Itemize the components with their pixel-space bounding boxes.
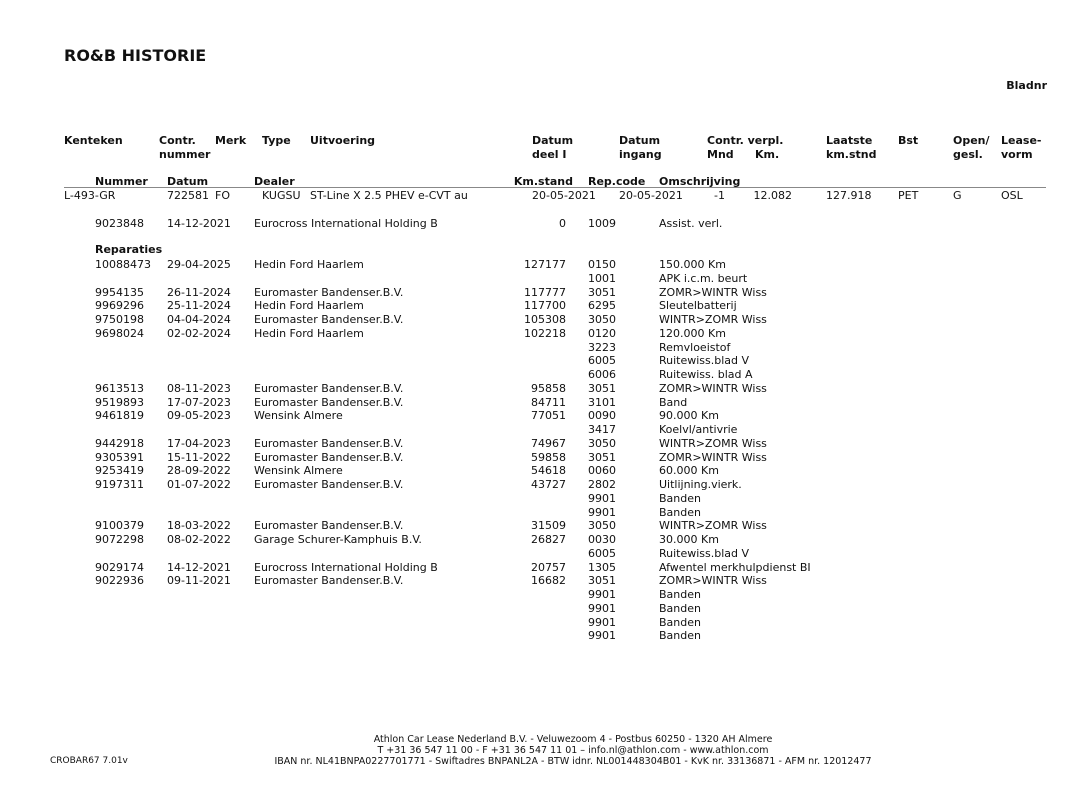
repair-omschrijving: 60.000 Km [659, 464, 719, 478]
header-datum-deel-line1: Datum [532, 134, 574, 147]
footer-line1: Athlon Car Lease Nederland B.V. - Veluwezoom 4 - Postbus 60250 - 1320 AH Almere [373, 734, 773, 745]
repair-code: 6005 [588, 546, 616, 560]
header-laatste-line1: Laatste [826, 134, 873, 147]
header-bst: Bst [898, 134, 919, 147]
footer-line3: IBAN nr. NL41BNPA0227701771 - Swiftadres BNPANL2A - BTW idnr. NL001448304B01 - KvK nr. 33136871 - AFM nr. 12012477 [274, 756, 872, 767]
repair-nummer: 9197311 [95, 478, 144, 491]
repair-nummer: 9954135 [95, 285, 144, 299]
repair-dealer: Euromaster Bandenser.B.V. [254, 478, 404, 491]
repair-nummer: 9072298 [95, 533, 144, 546]
repair-code: 6006 [588, 368, 616, 381]
header-lease [1001, 134, 1041, 162]
repair-kmstand: 102218 [524, 326, 566, 340]
vehicle-lease-vorm: OSL [1001, 189, 1023, 202]
header-open [953, 134, 990, 162]
repair-omschrijving: ZOMR>WINTR Wiss [659, 450, 767, 464]
header-open-line1: Open/ [953, 134, 990, 147]
repair-code: 9901 [588, 615, 616, 629]
repair-datum: 01-07-2022 [167, 478, 231, 491]
repair-code: 9901 [588, 491, 616, 505]
repair-datum: 25-11-2024 [167, 299, 231, 313]
repair-dealer: Hedin Ford Haarlem [254, 299, 364, 313]
repair-code: 3101 [588, 395, 616, 409]
repair-omschrijving: 90.000 Km [659, 409, 719, 423]
repair-omschrijving: Band [659, 395, 688, 409]
repair-nummer: 9022936 [95, 574, 144, 588]
repair-nummer: 9519893 [95, 395, 144, 409]
bladnr-label: Bladnr [1006, 79, 1047, 92]
repair-kmstand: 84711 [531, 395, 566, 409]
repair-omschrijving: Banden [659, 491, 701, 505]
repair-kmstand: 74967 [531, 436, 566, 450]
header-lease-line2: vorm [1001, 148, 1033, 161]
repair-dealer: Euromaster Bandenser.B.V. [254, 450, 404, 464]
repair-kmstand: 54618 [531, 464, 566, 478]
repair-code: 3050 [588, 313, 616, 326]
repair-datum: 04-04-2024 [167, 313, 231, 326]
repair-omschrijving: Afwentel merkhulpdienst BI [659, 560, 811, 574]
repair-omschrijving: Remvloeistof [659, 340, 731, 354]
repair-kmstand: 127177 [524, 258, 566, 271]
repair-kmstand: 43727 [531, 478, 566, 491]
repair-nummer: 9750198 [95, 313, 144, 326]
vehicle-kenteken: L-493-GR [64, 189, 116, 202]
repair-code: 3223 [588, 340, 616, 354]
repair-dealer: Garage Schurer-Kamphuis B.V. [254, 533, 422, 546]
header-open-line2: gesl. [953, 148, 983, 161]
header-uitvoering: Uitvoering [310, 134, 376, 147]
repair-omschrijving: 120.000 Km [659, 326, 726, 340]
repair-dealer: Wensink Almere [254, 464, 343, 478]
header-type: Type [262, 134, 291, 147]
header-datum-ingang-line1: Datum [619, 134, 661, 147]
form-code: CROBAR67 7.01v [50, 756, 128, 766]
assist-nummer: 9023848 [95, 217, 144, 230]
repair-dealer: Wensink Almere [254, 409, 343, 423]
repair-datum: 28-09-2022 [167, 464, 231, 478]
repair-nummer: 9698024 [95, 326, 144, 340]
repair-datum: 17-04-2023 [167, 436, 231, 450]
reparaties-heading: Reparaties [95, 243, 163, 256]
repair-code: 0030 [588, 533, 616, 546]
repair-omschrijving: Banden [659, 601, 701, 615]
vehicle-open-gesl: G [953, 189, 962, 202]
header-km: Km. [755, 148, 780, 161]
repair-kmstand: 31509 [531, 519, 566, 533]
header-kenteken: Kenteken [64, 134, 123, 147]
repair-code: 9901 [588, 505, 616, 519]
vehicle-km: 12.082 [753, 189, 792, 202]
repair-omschrijving: Banden [659, 629, 701, 643]
repair-kmstand: 117777 [524, 285, 566, 299]
repair-datum: 09-05-2023 [167, 409, 231, 423]
subheader-kmstand: Km.stand [513, 175, 573, 188]
repair-omschrijving: WINTR>ZOMR Wiss [659, 313, 767, 326]
header-datum-ingang [619, 134, 662, 162]
repair-datum: 15-11-2022 [167, 450, 231, 464]
repair-dealer: Hedin Ford Haarlem [254, 258, 364, 271]
repair-omschrijving: Koelvl/antivrie [659, 423, 738, 436]
repair-kmstand: 95858 [531, 381, 566, 395]
repair-code: 3417 [588, 423, 616, 436]
repair-omschrijving: Banden [659, 615, 701, 629]
vehicle-contract: 722581 [167, 189, 209, 202]
header-laatste [826, 134, 876, 162]
repair-code: 9901 [588, 629, 616, 643]
repair-datum: 02-02-2024 [167, 326, 231, 340]
repair-dealer: Euromaster Bandenser.B.V. [254, 395, 404, 409]
repair-datum: 08-02-2022 [167, 533, 231, 546]
repair-datum: 17-07-2023 [167, 395, 231, 409]
repair-kmstand: 77051 [531, 409, 566, 423]
repair-code: 9901 [588, 588, 616, 601]
header-laatste-line2: km.stnd [826, 148, 877, 161]
repair-dealer: Euromaster Bandenser.B.V. [254, 313, 404, 326]
repair-dealer: Euromaster Bandenser.B.V. [254, 519, 404, 533]
vehicle-mnd: -1 [714, 189, 725, 202]
vehicle-bst: PET [898, 189, 919, 202]
repair-omschrijving: ZOMR>WINTR Wiss [659, 285, 767, 299]
vehicle-datum-ingang: 20-05-2021 [619, 189, 683, 202]
repair-datum: 26-11-2024 [167, 285, 231, 299]
assist-omschrijving: Assist. verl. [659, 217, 723, 230]
repair-kmstand: 26827 [531, 533, 566, 546]
assist-repcode: 1009 [588, 217, 616, 230]
header-mnd: Mnd [707, 148, 734, 161]
subheader-datum: Datum [167, 175, 209, 188]
subheader-repcode: Rep.code [588, 175, 646, 188]
repair-omschrijving: ZOMR>WINTR Wiss [659, 574, 767, 588]
repair-code: 6295 [588, 299, 616, 313]
page-title: RO&B HISTORIE [64, 46, 207, 65]
repair-code: 3051 [588, 381, 616, 395]
header-contr-line1: Contr. [159, 134, 196, 147]
repair-omschrijving: ZOMR>WINTR Wiss [659, 381, 767, 395]
vehicle-uitvoering: ST-Line X 2.5 PHEV e-CVT au [310, 189, 468, 202]
repair-code: 9901 [588, 601, 616, 615]
repair-datum: 08-11-2023 [167, 381, 231, 395]
repair-code: 3051 [588, 450, 616, 464]
repair-datum: 29-04-2025 [167, 258, 231, 271]
repair-code: 0120 [588, 326, 616, 340]
repair-code: 6005 [588, 354, 616, 368]
repair-kmstand: 59858 [531, 450, 566, 464]
subheader-omschrijving: Omschrijving [659, 175, 741, 188]
repair-datum: 09-11-2021 [167, 574, 231, 588]
header-merk: Merk [215, 134, 247, 147]
repair-dealer: Euromaster Bandenser.B.V. [254, 574, 404, 588]
repair-nummer: 10088473 [95, 258, 151, 271]
repair-code: 3050 [588, 436, 616, 450]
repair-nummer: 9442918 [95, 436, 144, 450]
header-divider [64, 187, 1046, 188]
repair-code: 2802 [588, 478, 616, 491]
repair-omschrijving: APK i.c.m. beurt [659, 271, 748, 285]
subheader-nummer: Nummer [95, 175, 148, 188]
repair-dealer: Euromaster Bandenser.B.V. [254, 285, 404, 299]
repair-omschrijving: Banden [659, 505, 701, 519]
repair-omschrijving: WINTR>ZOMR Wiss [659, 519, 767, 533]
footer-line2: T +31 36 547 11 00 - F +31 36 547 11 01 – info.nl@athlon.com - www.athlon.com [377, 745, 769, 756]
assist-kmstand: 0 [559, 217, 566, 230]
repair-omschrijving: Uitlijning.vierk. [659, 478, 742, 491]
header-datum-deel-line2: deel I [532, 148, 567, 161]
repair-code: 0090 [588, 409, 616, 423]
header-datum-deel [532, 134, 573, 162]
header-contr-line2: nummer [159, 148, 211, 161]
repair-kmstand: 105308 [524, 313, 566, 326]
repair-code: 0060 [588, 464, 616, 478]
repair-dealer: Eurocross International Holding B [254, 560, 438, 574]
assist-datum: 14-12-2021 [167, 217, 231, 230]
subheader-dealer: Dealer [254, 175, 295, 188]
repair-omschrijving: Ruitewiss. blad A [659, 368, 753, 381]
repair-nummer: 9461819 [95, 409, 144, 423]
footer-address [240, 734, 906, 767]
repair-nummer: 9969296 [95, 299, 144, 313]
repair-kmstand: 16682 [531, 574, 566, 588]
header-datum-ingang-line2: ingang [619, 148, 662, 161]
repair-code: 1001 [588, 271, 616, 285]
repair-dealer: Hedin Ford Haarlem [254, 326, 364, 340]
header-contr [159, 134, 210, 162]
repair-code: 3051 [588, 285, 616, 299]
header-lease-line1: Lease- [1001, 134, 1042, 147]
repair-omschrijving: WINTR>ZOMR Wiss [659, 436, 767, 450]
repair-code: 3050 [588, 519, 616, 533]
repair-dealer: Euromaster Bandenser.B.V. [254, 381, 404, 395]
repair-code: 0150 [588, 258, 616, 271]
repair-omschrijving: 30.000 Km [659, 533, 719, 546]
vehicle-type: KUGSU [262, 189, 301, 202]
vehicle-merk: FO [215, 189, 230, 202]
header-contr-verpl: Contr. verpl. [707, 134, 784, 147]
repair-kmstand: 117700 [524, 299, 566, 313]
vehicle-laatste-kmstand: 127.918 [826, 189, 872, 202]
repair-dealer: Euromaster Bandenser.B.V. [254, 436, 404, 450]
repair-nummer: 9613513 [95, 381, 144, 395]
vehicle-datum-deel: 20-05-2021 [532, 189, 596, 202]
repair-omschrijving: 150.000 Km [659, 258, 726, 271]
repair-nummer: 9253419 [95, 464, 144, 478]
repair-datum: 18-03-2022 [167, 519, 231, 533]
repair-datum: 14-12-2021 [167, 560, 231, 574]
repair-kmstand: 20757 [531, 560, 566, 574]
repair-omschrijving: Banden [659, 588, 701, 601]
repair-omschrijving: Ruitewiss.blad V [659, 546, 750, 560]
repair-code: 3051 [588, 574, 616, 588]
assist-dealer: Eurocross International Holding B [254, 217, 438, 230]
repair-nummer: 9305391 [95, 450, 144, 464]
repair-omschrijving: Ruitewiss.blad V [659, 354, 750, 368]
repair-omschrijving: Sleutelbatterij [659, 299, 737, 313]
repair-nummer: 9029174 [95, 560, 144, 574]
repair-code: 1305 [588, 560, 616, 574]
repair-nummer: 9100379 [95, 519, 144, 533]
